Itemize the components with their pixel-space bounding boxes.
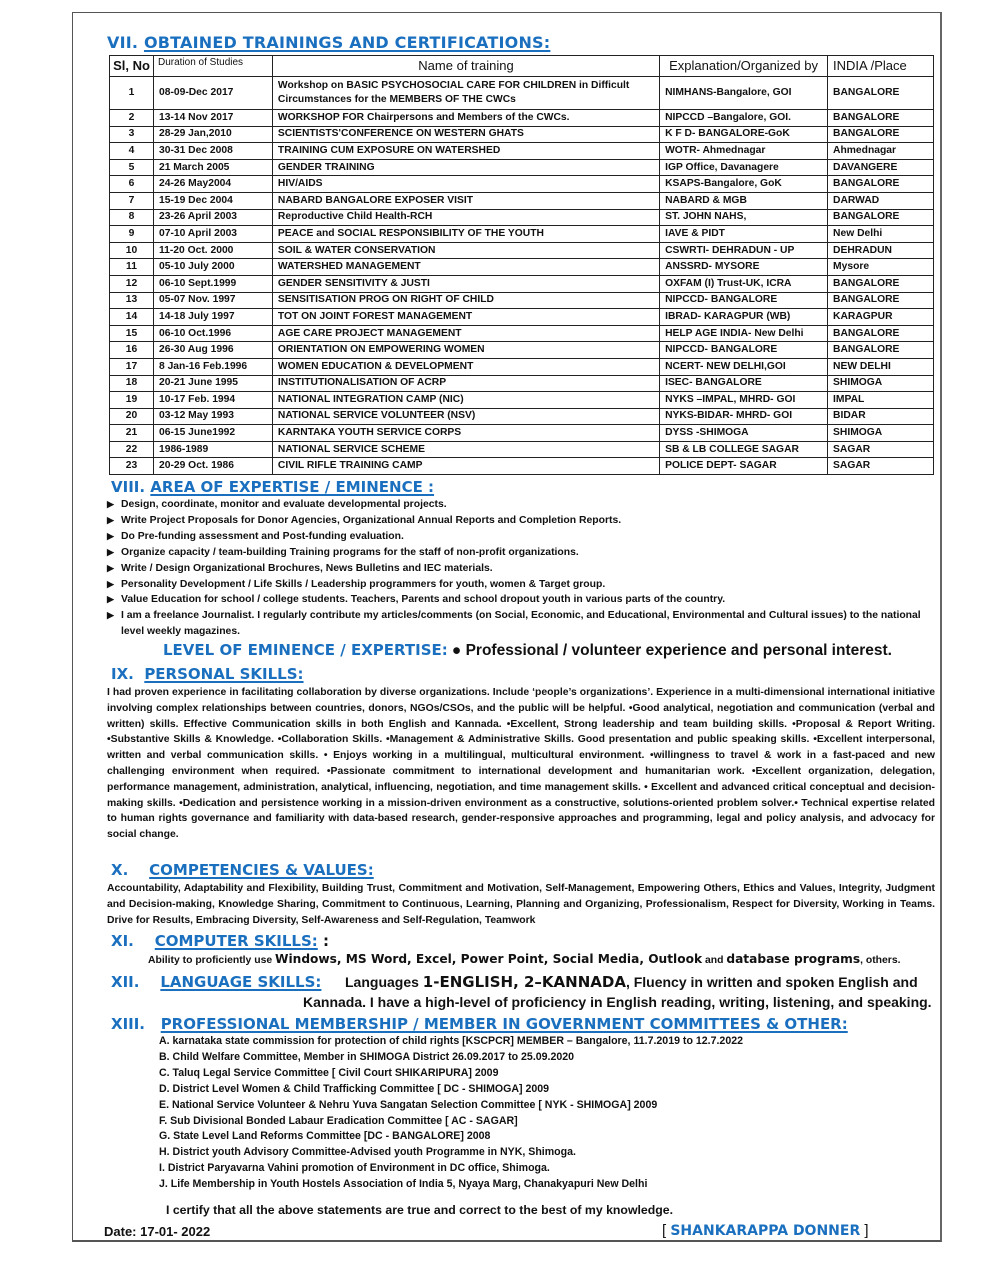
cell-place: BIDAR: [828, 408, 934, 425]
membership-item: J. Life Membership in Youth Hostels Association of India 5, Nyaya Marg, Chanakyapuri New Delhi: [159, 1178, 648, 1191]
cell-name: KARNTAKA YOUTH SERVICE CORPS: [272, 425, 659, 442]
expertise-list: [107, 497, 927, 640]
cell-name: GENDER SENSITIVITY & JUSTI: [272, 275, 659, 292]
cell-name: TOT ON JOINT FOREST MANAGEMENT: [272, 309, 659, 326]
cell-place: SHIMOGA: [828, 425, 934, 442]
section-title: OBTAINED TRAININGS AND CERTIFICATIONS:: [143, 33, 551, 52]
cell-name: INSTITUTIONALISATION OF ACRP: [272, 375, 659, 392]
triangle-bullet-icon: ▶: [107, 514, 114, 525]
cell-name: WOMEN EDUCATION & DEVELOPMENT: [272, 358, 659, 375]
cell-name: TRAINING CUM EXPOSURE ON WATERSHED: [272, 143, 659, 160]
cell-name: SCIENTISTS'CONFERENCE ON WESTERN GHATS: [272, 126, 659, 143]
cell-duration: 05-07 Nov. 1997: [153, 292, 272, 309]
cell-duration: 06-10 Sept.1999: [153, 275, 272, 292]
cell-name: SOIL & WATER CONSERVATION: [272, 242, 659, 259]
list-item: ▶ Write Project Proposals for Donor Agencies, Organizational Annual Reports and Completion Reports.: [107, 513, 927, 529]
cell-sl: 21: [110, 425, 154, 442]
membership-item: H. District youth Advisory Committee-Advised youth Programme in NYK, Shimoga.: [159, 1146, 576, 1159]
membership-item: B. Child Welfare Committee, Member in SHIMOGA District 26.09.2017 to 25.09.2020: [159, 1050, 575, 1063]
cell-sl: 8: [110, 209, 154, 226]
cell-sl: 18: [110, 375, 154, 392]
triangle-bullet-icon: ▶: [107, 562, 114, 573]
cell-org: NYKS-BIDAR- MHRD- GOI: [660, 408, 828, 425]
cell-duration: 13-14 Nov 2017: [153, 110, 272, 127]
cell-duration: 1986-1989: [153, 441, 272, 458]
cell-place: Mysore: [828, 259, 934, 276]
cell-sl: 1: [110, 77, 154, 110]
cell-duration: 10-17 Feb. 1994: [153, 392, 272, 409]
cell-sl: 5: [110, 159, 154, 176]
cell-sl: 4: [110, 143, 154, 160]
table-row: [110, 226, 934, 243]
cell-place: SHIMOGA: [828, 375, 934, 392]
cell-name: CIVIL RIFLE TRAINING CAMP: [272, 458, 659, 475]
membership-item: C. Taluq Legal Service Committee [ Civil Court SHIKARIPURA] 2009: [159, 1066, 499, 1079]
list-item: ▶ Write / Design Organizational Brochures, News Bulletins and IEC materials.: [107, 561, 927, 577]
cell-org: HELP AGE INDIA- New Delhi: [660, 325, 828, 342]
language-skills-line1: Languages 1-ENGLISH, 2–KANNADA, Fluency in written and spoken English and: [345, 973, 918, 991]
section-heading-personal-skills: IX. PERSONAL SKILLS:: [111, 665, 304, 683]
cell-duration: 08-09-Dec 2017: [153, 77, 272, 110]
cell-name: SENSITISATION PROG ON RIGHT OF CHILD: [272, 292, 659, 309]
cell-place: DARWAD: [828, 192, 934, 209]
section-heading-language-skills: XII. LANGUAGE SKILLS:: [111, 973, 322, 991]
list-item: ▶ Design, coordinate, monitor and evaluate developmental projects.: [107, 497, 927, 513]
cell-sl: 17: [110, 358, 154, 375]
triangle-bullet-icon: ▶: [107, 499, 114, 509]
cell-place: SAGAR: [828, 441, 934, 458]
cell-org: OXFAM (I) Trust-UK, ICRA: [660, 275, 828, 292]
cell-sl: 14: [110, 309, 154, 326]
table-row: [110, 192, 934, 209]
cell-duration: 28-29 Jan,2010: [153, 126, 272, 143]
table-row: [110, 77, 934, 110]
cell-name: Workshop on BASIC PSYCHOSOCIAL CARE FOR CHILDREN in Difficult Circumstances for the MEMBERS OF THE CWCs: [272, 77, 659, 110]
list-item: ▶ Personality Development / Life Skills / Leadership programmers for youth, women & Target group.: [107, 577, 927, 593]
cell-org: NYKS –IMPAL, MHRD- GOI: [660, 392, 828, 409]
cell-org: NIPCCD –Bangalore, GOI.: [660, 110, 828, 127]
cell-place: DAVANGERE: [828, 159, 934, 176]
table-row: [110, 375, 934, 392]
col-header-duration: Duration of Studies: [153, 56, 272, 77]
cell-duration: 11-20 Oct. 2000: [153, 242, 272, 259]
cell-sl: 16: [110, 342, 154, 359]
cell-duration: 07-10 April 2003: [153, 226, 272, 243]
trainings-table: [109, 55, 934, 475]
cell-sl: 15: [110, 325, 154, 342]
cell-name: GENDER TRAINING: [272, 159, 659, 176]
cell-org: NIMHANS-Bangalore, GOI: [660, 77, 828, 110]
cell-place: BANGALORE: [828, 77, 934, 110]
cell-name: NATIONAL SERVICE VOLUNTEER (NSV): [272, 408, 659, 425]
cell-duration: 20-21 June 1995: [153, 375, 272, 392]
membership-list: [159, 1034, 743, 1193]
cell-name: Reproductive Child Health-RCH: [272, 209, 659, 226]
membership-item: I. District Paryavarna Vahini promotion of Environment in DC office, Shimoga.: [159, 1162, 550, 1175]
triangle-bullet-icon: ▶: [107, 594, 114, 605]
cell-sl: 20: [110, 408, 154, 425]
cell-duration: 30-31 Dec 2008: [153, 143, 272, 160]
cell-name: NATIONAL SERVICE SCHEME: [272, 441, 659, 458]
cell-name: NATIONAL INTEGRATION CAMP (NIC): [272, 392, 659, 409]
cell-sl: 10: [110, 242, 154, 259]
table-row: [110, 176, 934, 193]
table-row: [110, 441, 934, 458]
triangle-bullet-icon: ▶: [107, 578, 114, 589]
cell-org: NABARD & MGB: [660, 192, 828, 209]
membership-item: D. District Level Women & Child Trafficking Committee [ DC - SHIMOGA] 2009: [159, 1082, 550, 1095]
table-row: [110, 342, 934, 359]
cell-place: BANGALORE: [828, 209, 934, 226]
cell-org: ST. JOHN NAHS,: [660, 209, 828, 226]
cell-org: NIPCCD- BANGALORE: [660, 342, 828, 359]
cell-duration: 23-26 April 2003: [153, 209, 272, 226]
cell-name: AGE CARE PROJECT MANAGEMENT: [272, 325, 659, 342]
col-header-place: INDIA /Place: [828, 56, 934, 77]
cell-org: IGP Office, Davanagere: [660, 159, 828, 176]
cell-place: BANGALORE: [828, 325, 934, 342]
cell-place: BANGALORE: [828, 110, 934, 127]
cell-sl: 7: [110, 192, 154, 209]
table-row: [110, 358, 934, 375]
col-header-name: Name of training: [272, 56, 659, 77]
cell-org: SB & LB COLLEGE SAGAR: [660, 441, 828, 458]
table-row: [110, 309, 934, 326]
cell-org: IAVE & PIDT: [660, 226, 828, 243]
computer-skills-text: Ability to proficiently use Windows, MS Word, Excel, Power Point, Social Media, Outlook and database programs, others.: [148, 952, 901, 966]
cell-duration: 26-30 Aug 1996: [153, 342, 272, 359]
membership-item: E. National Service Volunteer & Nehru Yuva Sangatan Selection Committee [ NYK - SHIMOGA] 2009: [159, 1098, 658, 1111]
cell-org: ANSSRD- MYSORE: [660, 259, 828, 276]
section-heading-membership: XIII. PROFESSIONAL MEMBERSHIP / MEMBER IN GOVERNMENT COMMITTEES & OTHER:: [111, 1015, 848, 1033]
table-row: [110, 209, 934, 226]
cell-name: PEACE and SOCIAL RESPONSIBILITY OF THE YOUTH: [272, 226, 659, 243]
triangle-bullet-icon: ▶: [107, 530, 114, 541]
col-header-sl: Sl, No: [110, 56, 154, 77]
cell-duration: 05-10 July 2000: [153, 259, 272, 276]
section-heading-expertise: VIII. AREA OF EXPERTISE / EMINENCE :: [111, 478, 435, 496]
membership-item: F. Sub Divisional Bonded Labaur Eradication Committee [ AC - SAGAR]: [159, 1114, 518, 1127]
signatory-name: SHANKARAPPA DONNER: [670, 1223, 861, 1239]
triangle-bullet-icon: ▶: [107, 546, 114, 557]
cell-place: BANGALORE: [828, 126, 934, 143]
section-heading-competencies: X. COMPETENCIES & VALUES:: [111, 861, 374, 879]
cell-org: NCERT- NEW DELHI,GOI: [660, 358, 828, 375]
cell-sl: 9: [110, 226, 154, 243]
table-row: [110, 458, 934, 475]
cell-duration: 8 Jan-16 Feb.1996: [153, 358, 272, 375]
cell-sl: 2: [110, 110, 154, 127]
cell-org: NIPCCD- BANGALORE: [660, 292, 828, 309]
cell-sl: 3: [110, 126, 154, 143]
triangle-bullet-icon: ▶: [107, 610, 114, 621]
section-heading-computer-skills: XI. COMPUTER SKILLS: :: [111, 932, 330, 950]
cell-place: BANGALORE: [828, 342, 934, 359]
language-skills-line2: Kannada. I have a high-level of proficiency in English reading, writing, listening, and speaking.: [303, 994, 932, 1010]
list-item: ▶ Do Pre-funding assessment and Post-funding evaluation.: [107, 529, 927, 545]
col-header-org: Explanation/Organized by: [660, 56, 828, 77]
cell-org: K F D- BANGALORE-GoK: [660, 126, 828, 143]
table-row: [110, 392, 934, 409]
cell-sl: 23: [110, 458, 154, 475]
cell-place: IMPAL: [828, 392, 934, 409]
cell-duration: 24-26 May2004: [153, 176, 272, 193]
cell-place: New Delhi: [828, 226, 934, 243]
cell-place: DEHRADUN: [828, 242, 934, 259]
cell-sl: 13: [110, 292, 154, 309]
cell-name: ORIENTATION ON EMPOWERING WOMEN: [272, 342, 659, 359]
cell-place: BANGALORE: [828, 275, 934, 292]
table-row: [110, 408, 934, 425]
table-row: [110, 126, 934, 143]
table-row: [110, 259, 934, 276]
cell-org: IBRAD- KARAGPUR (WB): [660, 309, 828, 326]
cell-sl: 6: [110, 176, 154, 193]
cell-name: WORKSHOP FOR Chairpersons and Members of the CWCs.: [272, 110, 659, 127]
cell-name: NABARD BANGALORE EXPOSER VISIT: [272, 192, 659, 209]
cell-duration: 15-19 Dec 2004: [153, 192, 272, 209]
cell-sl: 19: [110, 392, 154, 409]
table-row: [110, 110, 934, 127]
cell-org: ISEC- BANGALORE: [660, 375, 828, 392]
membership-item: A. karnataka state commission for protection of child rights [KSCPCR] MEMBER – Bangalore, 11.7.2019 to 12.7.2022: [159, 1035, 744, 1047]
cell-sl: 12: [110, 275, 154, 292]
competencies-text: Accountability, Adaptability and Flexibility, Building Trust, Commitment and Motivation, Self-Management, Empowering Others, Ethics and Values, Integrity, Judgment and Decision-making, Knowledge Sharing, Commitment to Continuous, Learning, Planning and Organizing, Professionalism, Respect for Diversity, Working in Teams. Drive for Results, Embracing Diversity, Self-Awareness and Self-Regulation, Teamwork: [107, 883, 935, 926]
list-item: ▶ I am a freelance Journalist. I regularly contribute my articles/comments (on Social, Economic, and Educational, Environmental and Cultural issues) to the national level weekly magazines.: [107, 610, 921, 638]
table-header-row: [110, 56, 934, 77]
table-row: [110, 159, 934, 176]
cell-place: BANGALORE: [828, 176, 934, 193]
list-item: ▶ Value Education for school / college students. Teachers, Parents and school dropout youth in various parts of the country.: [107, 592, 927, 608]
section-heading-trainings: VII. OBTAINED TRAININGS AND CERTIFICATIONS:: [107, 33, 551, 52]
cell-sl: 11: [110, 259, 154, 276]
cell-duration: 06-15 June1992: [153, 425, 272, 442]
cell-duration: 06-10 Oct.1996: [153, 325, 272, 342]
cell-name: WATERSHED MANAGEMENT: [272, 259, 659, 276]
cell-place: KARAGPUR: [828, 309, 934, 326]
cell-duration: 20-29 Oct. 1986: [153, 458, 272, 475]
level-of-eminence: LEVEL OF EMINENCE / EXPERTISE: ● Professional / volunteer experience and personal interest.: [163, 641, 892, 659]
cell-name: HIV/AIDS: [272, 176, 659, 193]
cell-org: DYSS -SHIMOGA: [660, 425, 828, 442]
table-row: [110, 143, 934, 160]
cell-duration: 03-12 May 1993: [153, 408, 272, 425]
list-item: ▶ Organize capacity / team-building Training programs for the staff of non-profit organizations.: [107, 545, 927, 561]
date: Date: 17-01- 2022: [104, 1224, 211, 1239]
cell-place: BANGALORE: [828, 292, 934, 309]
table-row: [110, 242, 934, 259]
cell-org: WOTR- Ahmednagar: [660, 143, 828, 160]
cell-place: SAGAR: [828, 458, 934, 475]
cell-place: Ahmednagar: [828, 143, 934, 160]
cell-org: POLICE DEPT- SAGAR: [660, 458, 828, 475]
table-row: [110, 425, 934, 442]
cell-org: KSAPS-Bangalore, GoK: [660, 176, 828, 193]
certification-statement: I certify that all the above statements are true and correct to the best of my knowledge.: [166, 1203, 674, 1217]
cell-org: CSWRTI- DEHRADUN - UP: [660, 242, 828, 259]
personal-skills-text: I had proven experience in facilitating collaboration by diverse organizations. Include ‘people’s organizations’. Experience in a multi-dimensional international initiative involving complex relationships between countries, donors, NGOs/CSOs, and the public will be helpful. •Good analytical, negotiation and communication (verbal and written) skills. Effective Communication skills in both English and Kannada. •Excellent, Strong leadership and team building skills. •Proposal & Report Writing. •Substantive Skills & Knowledge. •Collaboration Skills. •Management & Administrative Skills. Good presentation and public speaking skills. •Excellent interpersonal, written and verbal communication skills. • Enjoys working in a multilingual, multicultural environment. •willingness to travel & work in a fast-paced and new challenging environment when required. •Passionate commitment to international development and humanitarian work. •Excellent organization, delegation, performance management, administration, analytical, influencing, negotiation, and time management skills. • Excellent and advanced critical conceptual and decision-making skills. •Dedication and persistence working in a mission-driven environment as a constructive, solutions-oriented problem solver.• Technical expertise related to human rights governance and familiarity with data-based research, gender-responsive approaches and programming, legal and policy analysis, and advocacy for social change.: [107, 687, 935, 841]
cell-duration: 21 March 2005: [153, 159, 272, 176]
table-row: [110, 275, 934, 292]
cell-duration: 14-18 July 1997: [153, 309, 272, 326]
table-row: [110, 292, 934, 309]
cell-sl: 22: [110, 441, 154, 458]
cell-place: NEW DELHI: [828, 358, 934, 375]
membership-item: G. State Level Land Reforms Committee [DC - BANGALORE] 2008: [159, 1130, 491, 1143]
table-row: [110, 325, 934, 342]
signature: [ SHANKARAPPA DONNER ]: [662, 1222, 869, 1239]
